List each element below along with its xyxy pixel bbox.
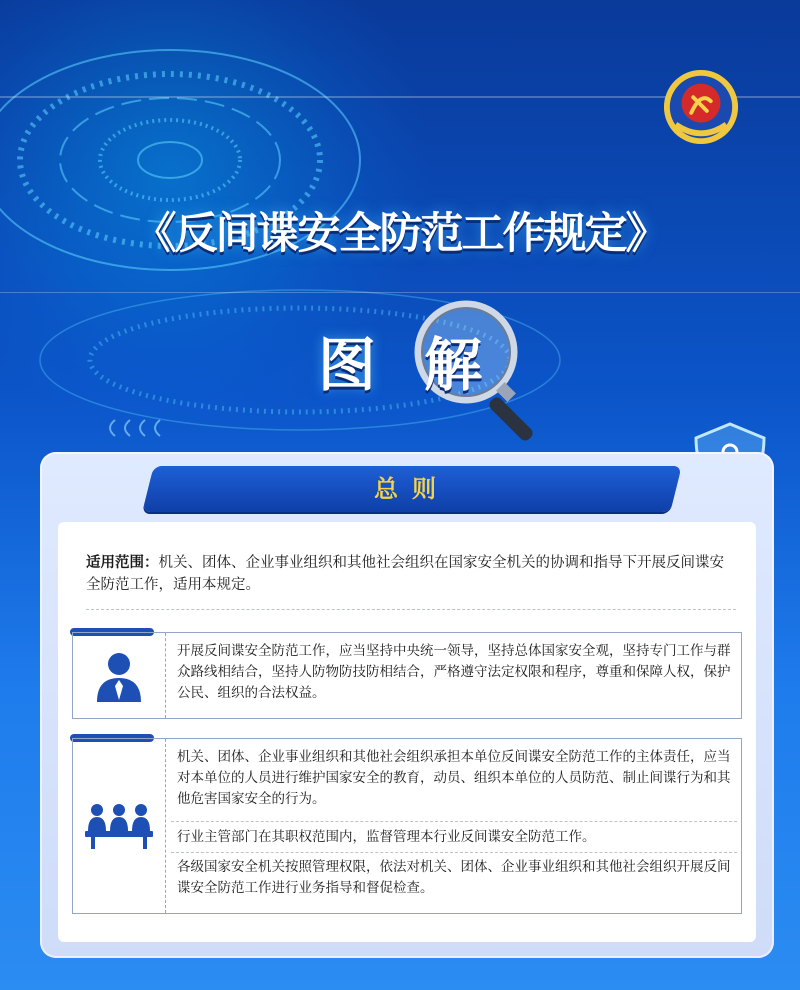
- content-card: [58, 522, 756, 942]
- divider: [86, 609, 736, 610]
- scope-paragraph: [86, 552, 736, 596]
- scope-text: 机关、团体、企业事业组织和其他社会组织在国家安全机关的协调和指导下开展反间谍安全防范工作，适用本规定。: [86, 555, 724, 593]
- subtitle-tu: 图: [318, 331, 377, 399]
- group-meeting-icon: [85, 801, 153, 849]
- person-icon: [91, 648, 147, 704]
- subtitle-jie: 解: [424, 331, 483, 399]
- responsibility-text-1: 机关、团体、企业事业组织和其他社会组织承担本单位反间谍安全防范工作的主体责任，应当对本单位的人员进行维护国家安全的教育，动员、组织本单位的人员防范、制止间谍行为和其他危害国家安全的行为。: [177, 749, 731, 807]
- section-header: 总则: [374, 475, 450, 503]
- principles-box: [72, 632, 742, 719]
- responsibility-text-2: 行业主管部门在其职权范围内，监督管理本行业反间谍安全防范工作。: [177, 829, 596, 845]
- responsibilities-box: [72, 738, 742, 914]
- police-emblem-icon: [662, 68, 740, 146]
- scope-label: 适用范围：: [86, 555, 159, 571]
- divider: [171, 821, 737, 822]
- icon-cell: [73, 633, 166, 718]
- poster-title: 《反间谍安全防范工作规定》: [133, 209, 667, 259]
- content-panel: [40, 452, 774, 958]
- responsibility-text-3: 各级国家安全机关按照管理权限，依法对机关、团体、企业事业组织和其他社会组织开展反间谍安全防范工作进行业务指导和督促检查。: [177, 859, 731, 896]
- principles-text: 开展反间谍安全防范工作，应当坚持中央统一领导，坚持总体国家安全观，坚持专门工作与群众路线相结合，坚持人防物防技防相结合，严格遵守法定权限和程序，尊重和保障人权，保护公民、组织的合法权益。: [177, 643, 731, 701]
- divider: [171, 852, 737, 853]
- icon-cell: [73, 739, 166, 913]
